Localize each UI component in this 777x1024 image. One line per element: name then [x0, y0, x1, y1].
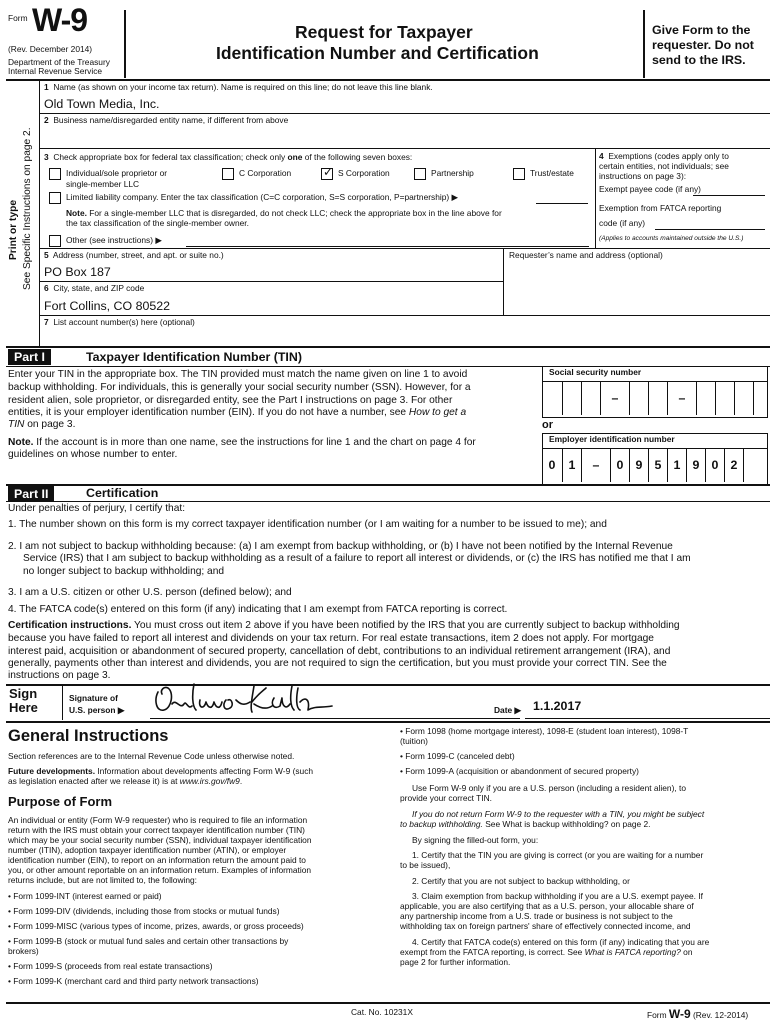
right-text: to backup withholding. See What is backup withholding? on page 2.	[400, 819, 651, 829]
cert-instructions-1: Certification instructions. You must cross out item 2 above if you have been notified by the IRS that you are currently subject to backup withholding	[8, 620, 680, 631]
other-label: Other (see instructions) ▶	[66, 235, 162, 245]
right-text: 3. Claim exemption from backup withholding if you are a U.S. exempt payee. If	[412, 891, 703, 901]
bullet-left: • Form 1099-B (stock or mutual fund sales and certain other transactions by	[8, 936, 289, 946]
future-developments-2: as legislation enacted after we release it) is at www.irs.gov/fw9.	[8, 776, 243, 786]
individual-label-2: single-member LLC	[66, 179, 140, 189]
cert-instructions-2: because you have failed to report all interest and dividends on your tax return. For real estate transactions, item 2 does not apply. For mortgage	[8, 633, 654, 644]
part1-title: Taxpayer Identification Number (TIN)	[86, 350, 302, 364]
llc-note-line2: the tax classification of the single-member owner.	[66, 218, 249, 228]
give-form-line1: Give Form to the	[652, 23, 751, 37]
part1-text-1: Enter your TIN in the appropriate box. The TIN provided must match the name given on line 1 to avoid	[8, 369, 468, 380]
see-specific-instructions: See Specific Instructions on page 2.	[22, 127, 33, 290]
cert-item-1: 1. The number shown on this form is my correct taxpayer identification number (or I am waiting for a number to be issued to me); and	[8, 519, 607, 530]
ein-digit[interactable]: 2	[724, 448, 743, 482]
form-revision: (Rev. December 2014)	[8, 44, 93, 54]
other-checkbox[interactable]	[49, 235, 61, 247]
signature-of-label: Signature of	[69, 693, 118, 703]
ssn-dash: –	[600, 381, 629, 415]
ssn-label-box	[542, 366, 768, 382]
fatca-label-2: code (if any)	[599, 218, 646, 228]
part1-note-1: Note. If the account is in more than one name, see the instructions for line 1 and the chart on page 4 for	[8, 437, 476, 448]
bullet-left: • Form 1099-INT (interest earned or paid)	[8, 891, 162, 901]
ein-digit[interactable]: 1	[667, 448, 686, 482]
signature-field[interactable]	[150, 680, 340, 720]
ein-digit[interactable]: 0	[610, 448, 629, 482]
right-text: • Form 1099-A (acquisition or abandonment of secured property)	[400, 766, 639, 776]
account-numbers-field[interactable]	[44, 331, 764, 345]
trust-estate-label: Trust/estate	[530, 168, 574, 178]
exemptions-label-2: certain entities, not individuals; see	[599, 161, 729, 171]
line6-label: 6 City, state, and ZIP code	[44, 283, 145, 293]
llc-checkbox[interactable]	[49, 192, 61, 204]
individual-label-1: Individual/sole proprietor or	[66, 168, 168, 178]
ssn-digit[interactable]	[581, 381, 600, 415]
part1-text-3: resident alien, sole proprietor, or disregarded entity, see the Part I instructions on page 3. For other	[8, 395, 453, 406]
cert-item-2a: 2. I am not subject to backup withholding because: (a) I am exempt from backup withholding, or (b) I have not been notified by the Internal Revenue	[8, 541, 673, 552]
purpose-line: returns include, but are not limited to, the following:	[8, 875, 198, 885]
bullet-left: • Form 1099-S (proceeds from real estate transactions)	[8, 961, 213, 971]
sign-label: Sign	[9, 686, 38, 701]
part1-note-2: guidelines on whose number to enter.	[8, 449, 178, 460]
cert-item-4: 4. The FATCA code(s) entered on this form (if any) indicating that I am exempt from FATCA reporting is correct.	[8, 604, 508, 615]
fatca-applies-note: (Applies to accounts maintained outside the U.S.)	[599, 235, 744, 242]
right-text: • Form 1098 (home mortgage interest), 1098-E (student loan interest), 1098-T	[400, 726, 689, 736]
c-corporation-checkbox[interactable]	[222, 168, 234, 180]
exempt-payee-field[interactable]	[693, 195, 765, 196]
purpose-line: identification number (EIN), to report on an information return the amount paid to	[8, 855, 306, 865]
line1-label: 1 Name (as shown on your income tax return). Name is required on this line; do not leave this line blank.	[44, 82, 433, 92]
bullet-left: brokers)	[8, 946, 39, 956]
ein-label-box	[542, 433, 768, 449]
give-form-line3: send to the IRS.	[652, 53, 746, 67]
ein-digit[interactable]: 1	[562, 448, 581, 482]
part2-title: Certification	[86, 486, 159, 500]
ein-dash: –	[581, 448, 610, 482]
fatca-code-field[interactable]	[655, 229, 765, 230]
perjury-intro: Under penalties of perjury, I certify that:	[8, 503, 186, 514]
part1-text-2: backup withholding. For individuals, this is generally your social security number (SSN). However, for a	[8, 382, 471, 393]
right-text: provide your correct TIN.	[400, 793, 493, 803]
ssn-label: Social security number	[549, 367, 642, 377]
ein-digit[interactable]: 0	[548, 458, 556, 472]
requester-label: Requester’s name and address (optional)	[509, 250, 663, 260]
signature-image	[150, 680, 340, 720]
right-text: 2. Certify that you are not subject to backup withholding, or	[412, 876, 630, 886]
right-text: any partnership income from a U.S. trade or business is not subject to the	[400, 911, 673, 921]
purpose-heading: Purpose of Form	[8, 794, 113, 809]
cert-instructions-3: interest paid, acquisition or abandonment of secured property, cancellation of debt, contributions to an individual retirement arrangement (IRA), and	[8, 646, 671, 657]
right-text: 1. Certify that the TIN you are giving is correct (or you are waiting for a number	[412, 850, 704, 860]
address-field[interactable]: PO Box 187	[44, 265, 111, 279]
right-text: If you do not return Form W-9 to the requester with a TIN, you might be subject	[412, 809, 705, 819]
name-field[interactable]: Old Town Media, Inc.	[44, 97, 160, 111]
right-text: exempt from the FATCA reporting, is correct. See What is FATCA reporting? on	[400, 947, 693, 957]
fatca-label-1: Exemption from FATCA reporting	[599, 203, 722, 213]
exempt-payee-label: Exempt payee code (if any)	[599, 184, 701, 194]
bullet-left: • Form 1099-DIV (dividends, including those from stocks or mutual funds)	[8, 906, 280, 916]
cert-instructions-5: instructions on page 3.	[8, 670, 111, 681]
cert-item-2c: no longer subject to backup withholding; and	[23, 566, 225, 577]
exemptions-label-3: instructions on page 3):	[599, 171, 687, 181]
cert-item-2b: Service (IRS) that I am subject to backup withholding as a result of a failure to report all interest or dividends, or (c) the IRS has notified me that I am	[23, 553, 691, 564]
checkmark-icon: ✓	[323, 165, 334, 179]
ssn-digit[interactable]	[562, 381, 581, 415]
right-text: applicable, you are also certifying that as a U.S. person, your allocable share of	[400, 901, 694, 911]
bullet-left: • Form 1099-MISC (various types of income, prizes, awards, or gross proceeds)	[8, 921, 304, 931]
or-label: or	[542, 419, 553, 431]
purpose-line: An individual or entity (Form W-9 requester) who is required to file an information	[8, 815, 308, 825]
form-number: W-9	[32, 2, 88, 38]
trust-estate-checkbox[interactable]	[513, 168, 525, 180]
right-text: By signing the filled-out form, you:	[412, 835, 539, 845]
date-field[interactable]: 1.1.2017	[533, 699, 582, 713]
ssn-digit[interactable]	[734, 381, 753, 415]
ssn-field[interactable]	[542, 381, 768, 418]
line5-label: 5 Address (number, street, and apt. or suite no.)	[44, 250, 224, 260]
footer-form: Form W-9 (Rev. 12-2014)	[647, 1007, 749, 1021]
purpose-line: which may be your social security number (SSN), individual taxpayer identification	[8, 835, 312, 845]
general-instructions-heading: General Instructions	[8, 727, 169, 745]
partnership-label: Partnership	[431, 168, 474, 178]
ssn-digit[interactable]	[543, 381, 561, 415]
form-title-line2: Identification Number and Certification	[216, 43, 539, 63]
right-text: to be issued),	[400, 860, 451, 870]
ssn-dash: –	[667, 381, 696, 415]
right-text: page 2 for further information.	[400, 957, 511, 967]
llc-label: Limited liability company. Enter the tax classification (C=C corporation, S=S corporation, P=partnership) ▶	[66, 192, 458, 202]
purpose-line: you, or other amount reportable on an information return. Examples of information	[8, 865, 312, 875]
date-label: Date ▶	[494, 705, 521, 715]
print-or-type: Print or type	[8, 199, 19, 260]
partnership-checkbox[interactable]	[414, 168, 426, 180]
purpose-line: return with the IRS must obtain your correct taxpayer identification number (TIN)	[8, 825, 305, 835]
ssn-digit[interactable]	[696, 381, 715, 415]
ein-label: Employer identification number	[549, 434, 675, 444]
here-label: Here	[9, 700, 38, 715]
section-references: Section references are to the Internal Revenue Code unless otherwise noted.	[8, 751, 295, 761]
future-developments-1: Future developments. Information about developments affecting Form W-9 (such	[8, 766, 314, 776]
part1-tag: Part I	[8, 349, 51, 365]
ssn-digit[interactable]	[753, 381, 767, 415]
ein-digit[interactable]	[743, 448, 767, 482]
purpose-line: number (ITIN), adoption taxpayer identification number (ATIN), or employer	[8, 845, 287, 855]
ssn-digit[interactable]	[629, 381, 648, 415]
form-title-line1: Request for Taxpayer	[295, 22, 473, 42]
ein-digit[interactable]: 0	[705, 448, 724, 482]
right-text: 4. Certify that FATCA code(s) entered on this form (if any) indicating that you are	[412, 937, 710, 947]
ein-digit[interactable]: 5	[648, 448, 667, 482]
city-state-zip-field[interactable]: Fort Collins, CO 80522	[44, 299, 171, 313]
s-corporation-checkbox[interactable]	[321, 165, 334, 180]
part2-tag: Part II	[8, 486, 54, 502]
c-corporation-label: C Corporation	[239, 168, 292, 178]
side-instructions	[6, 20, 36, 300]
cert-item-3: 3. I am a U.S. citizen or other U.S. person (defined below); and	[8, 587, 292, 598]
form-word: Form	[8, 13, 28, 23]
right-text: • Form 1099-C (canceled debt)	[400, 751, 515, 761]
cert-instructions-4: generally, payments other than interest and dividends, you are not required to sign the certification, but you must provide your correct TIN. See the	[8, 658, 667, 669]
ssn-digit[interactable]	[715, 381, 734, 415]
line7-label: 7 List account number(s) here (optional)	[44, 317, 195, 327]
line2-label: 2 Business name/disregarded entity name, if different from above	[44, 115, 289, 125]
ein-digit[interactable]: 9	[629, 448, 648, 482]
individual-checkbox[interactable]	[49, 168, 61, 180]
part1-text-5: TIN on page 3.	[8, 419, 76, 430]
s-corporation-label: S Corporation	[338, 168, 390, 178]
ssn-digit[interactable]	[648, 381, 667, 415]
us-person-label: U.S. person ▶	[69, 705, 125, 715]
right-text: (tuition)	[400, 736, 428, 746]
right-text: Use Form W-9 only if you are a U.S. person (including a resident alien), to	[412, 783, 687, 793]
bullet-left: • Form 1099-K (merchant card and third party network transactions)	[8, 976, 259, 986]
department: Department of the Treasury	[8, 57, 110, 67]
exemptions-label-1: 4 Exemptions (codes apply only to	[599, 151, 729, 161]
give-form-line2: requester. Do not	[652, 38, 754, 52]
line3-label: 3 Check appropriate box for federal tax classification; check only one of the following seven boxes:	[44, 152, 413, 162]
part1-text-4: entities, it is your employer identification number (EIN). If you do not have a number, see How to get a	[8, 407, 467, 418]
llc-note-line1: Note. For a single-member LLC that is disregarded, do not check LLC; check the appropriate box in the line above for	[66, 208, 502, 218]
ein-field[interactable]	[542, 448, 768, 485]
right-text: withholding tax on foreign partners' share of effectively connected income, and	[400, 921, 691, 931]
catalog-number: Cat. No. 10231X	[351, 1007, 413, 1017]
irs-label: Internal Revenue Service	[8, 66, 103, 76]
ein-digit[interactable]: 9	[686, 448, 705, 482]
